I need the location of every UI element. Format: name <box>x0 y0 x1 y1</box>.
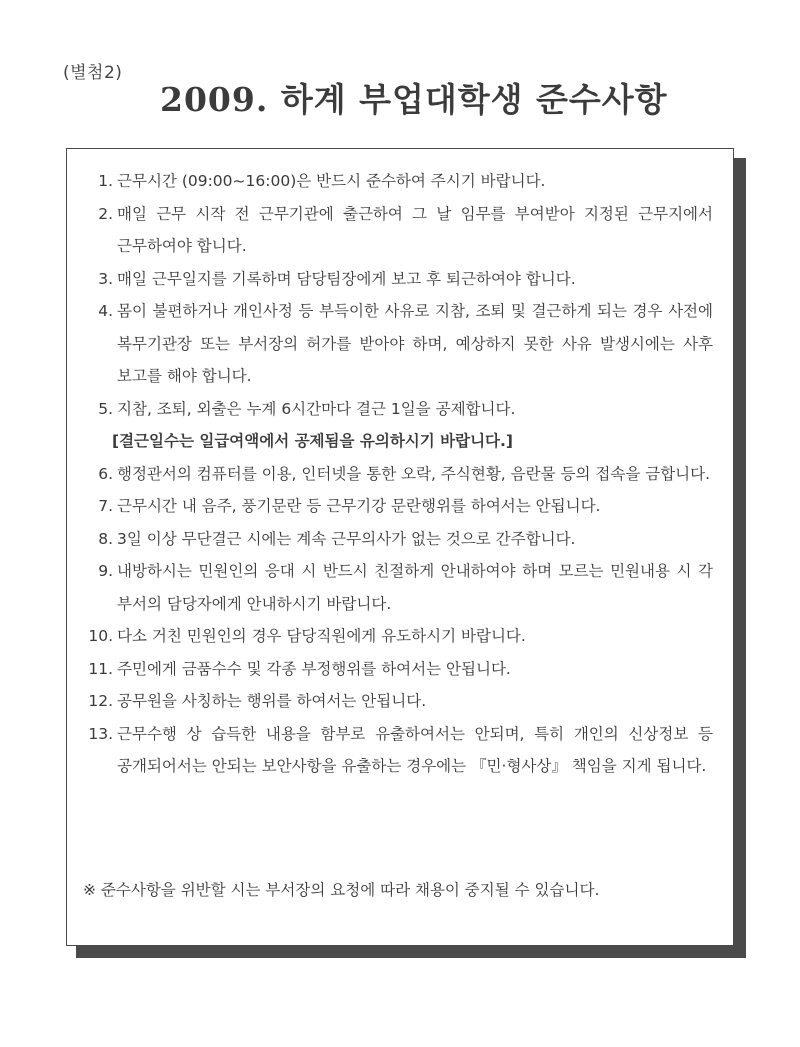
rules-box <box>66 148 734 946</box>
rule-number: 1. <box>98 172 113 190</box>
page-title: 2009. 하계 부업대학생 준수사항 <box>160 80 668 119</box>
rule-text: 다소 거친 민원인의 경우 담당직원에게 유도하시기 바랍니다. <box>117 627 526 645</box>
rule-text: 근무시간 (09:00~16:00)은 반드시 준수하여 주시기 바랍니다. <box>117 172 546 190</box>
rule-item <box>67 490 735 523</box>
rule-item <box>67 165 735 198</box>
rule-number: 13. <box>88 724 113 743</box>
rule-item <box>67 653 735 686</box>
rule-text: 행정관서의 컴퓨터를 이용, 인터넷을 통한 오락, 주식현황, 음란물 등의 접속을 금합니다. <box>117 464 711 483</box>
rule-number: 8. <box>98 529 113 548</box>
rule-number: 12. <box>88 692 113 710</box>
rule-number: 4. <box>98 302 113 320</box>
rule-item <box>67 295 735 393</box>
rule-note: [결근일수는 일급여액에서 공제됨을 유의하시기 바랍니다.] <box>112 432 513 450</box>
rule-number: 11. <box>88 659 113 678</box>
rule-text: 3일 이상 무단결근 시에는 계속 근무의사가 없는 것으로 간주합니다. <box>117 529 576 548</box>
rule-text: 주민에게 금품수수 및 각종 부정행위를 하여서는 안됩니다. <box>117 659 511 678</box>
rule-item <box>67 685 735 718</box>
rules-list <box>67 165 735 783</box>
rule-item <box>67 620 735 653</box>
footer-note: ※ 준수사항을 위반할 시는 부서장의 요청에 따라 채용이 중지될 수 있습니다. <box>83 881 600 899</box>
attachment-label: (별첨2) <box>63 63 123 83</box>
rule-text: 공무원을 사칭하는 행위를 하여서는 안됩니다. <box>117 692 427 710</box>
rule-number: 5. <box>98 399 113 418</box>
rule-item <box>67 393 735 458</box>
rule-item <box>67 523 735 556</box>
rule-number: 6. <box>98 464 113 483</box>
rule-item <box>67 555 735 620</box>
rule-text: 매일 근무 시작 전 근무기관에 출근하여 그 날 임무를 부여받아 지정된 근무지에서 근무하여야 합니다. <box>117 204 713 255</box>
rule-text: 매일 근무일지를 기록하며 담당팀장에게 보고 후 퇴근하여야 합니다. <box>117 269 576 288</box>
rule-item <box>67 198 735 263</box>
rule-item <box>67 263 735 296</box>
rule-number: 10. <box>88 627 113 645</box>
rule-item <box>67 458 735 491</box>
rule-text: 근무수행 상 습득한 내용을 함부로 유출하여서는 안되며, 특히 개인의 신상정보 등 공개되어서는 안되는 보안사항을 유출하는 경우에는 『민·형사상』 책임을 지게 됩니다. <box>117 724 713 775</box>
rule-item <box>67 718 735 783</box>
rule-number: 9. <box>98 562 113 580</box>
rule-text: 몸이 불편하거나 개인사정 등 부득이한 사유로 지참, 조퇴 및 결근하게 되는 경우 사전에 복무기관장 또는 부서장의 허가를 받아야 하며, 예상하지 못한 사유 발생시에는 사후 보고를 해야 합니다. <box>117 302 713 385</box>
rule-text: 내방하시는 민원인의 응대 시 반드시 친절하게 안내하여야 하며 모르는 민원내용 시 각 부서의 담당자에게 안내하시기 바랍니다. <box>117 562 713 613</box>
rule-number: 3. <box>98 269 113 288</box>
rule-text: 지참, 조퇴, 외출은 누계 6시간마다 결근 1일을 공제합니다. <box>117 399 516 418</box>
rule-text: 근무시간 내 음주, 풍기문란 등 근무기강 문란행위를 하여서는 안됩니다. <box>117 497 601 515</box>
rule-number: 7. <box>98 497 113 515</box>
rule-number: 2. <box>98 204 113 223</box>
